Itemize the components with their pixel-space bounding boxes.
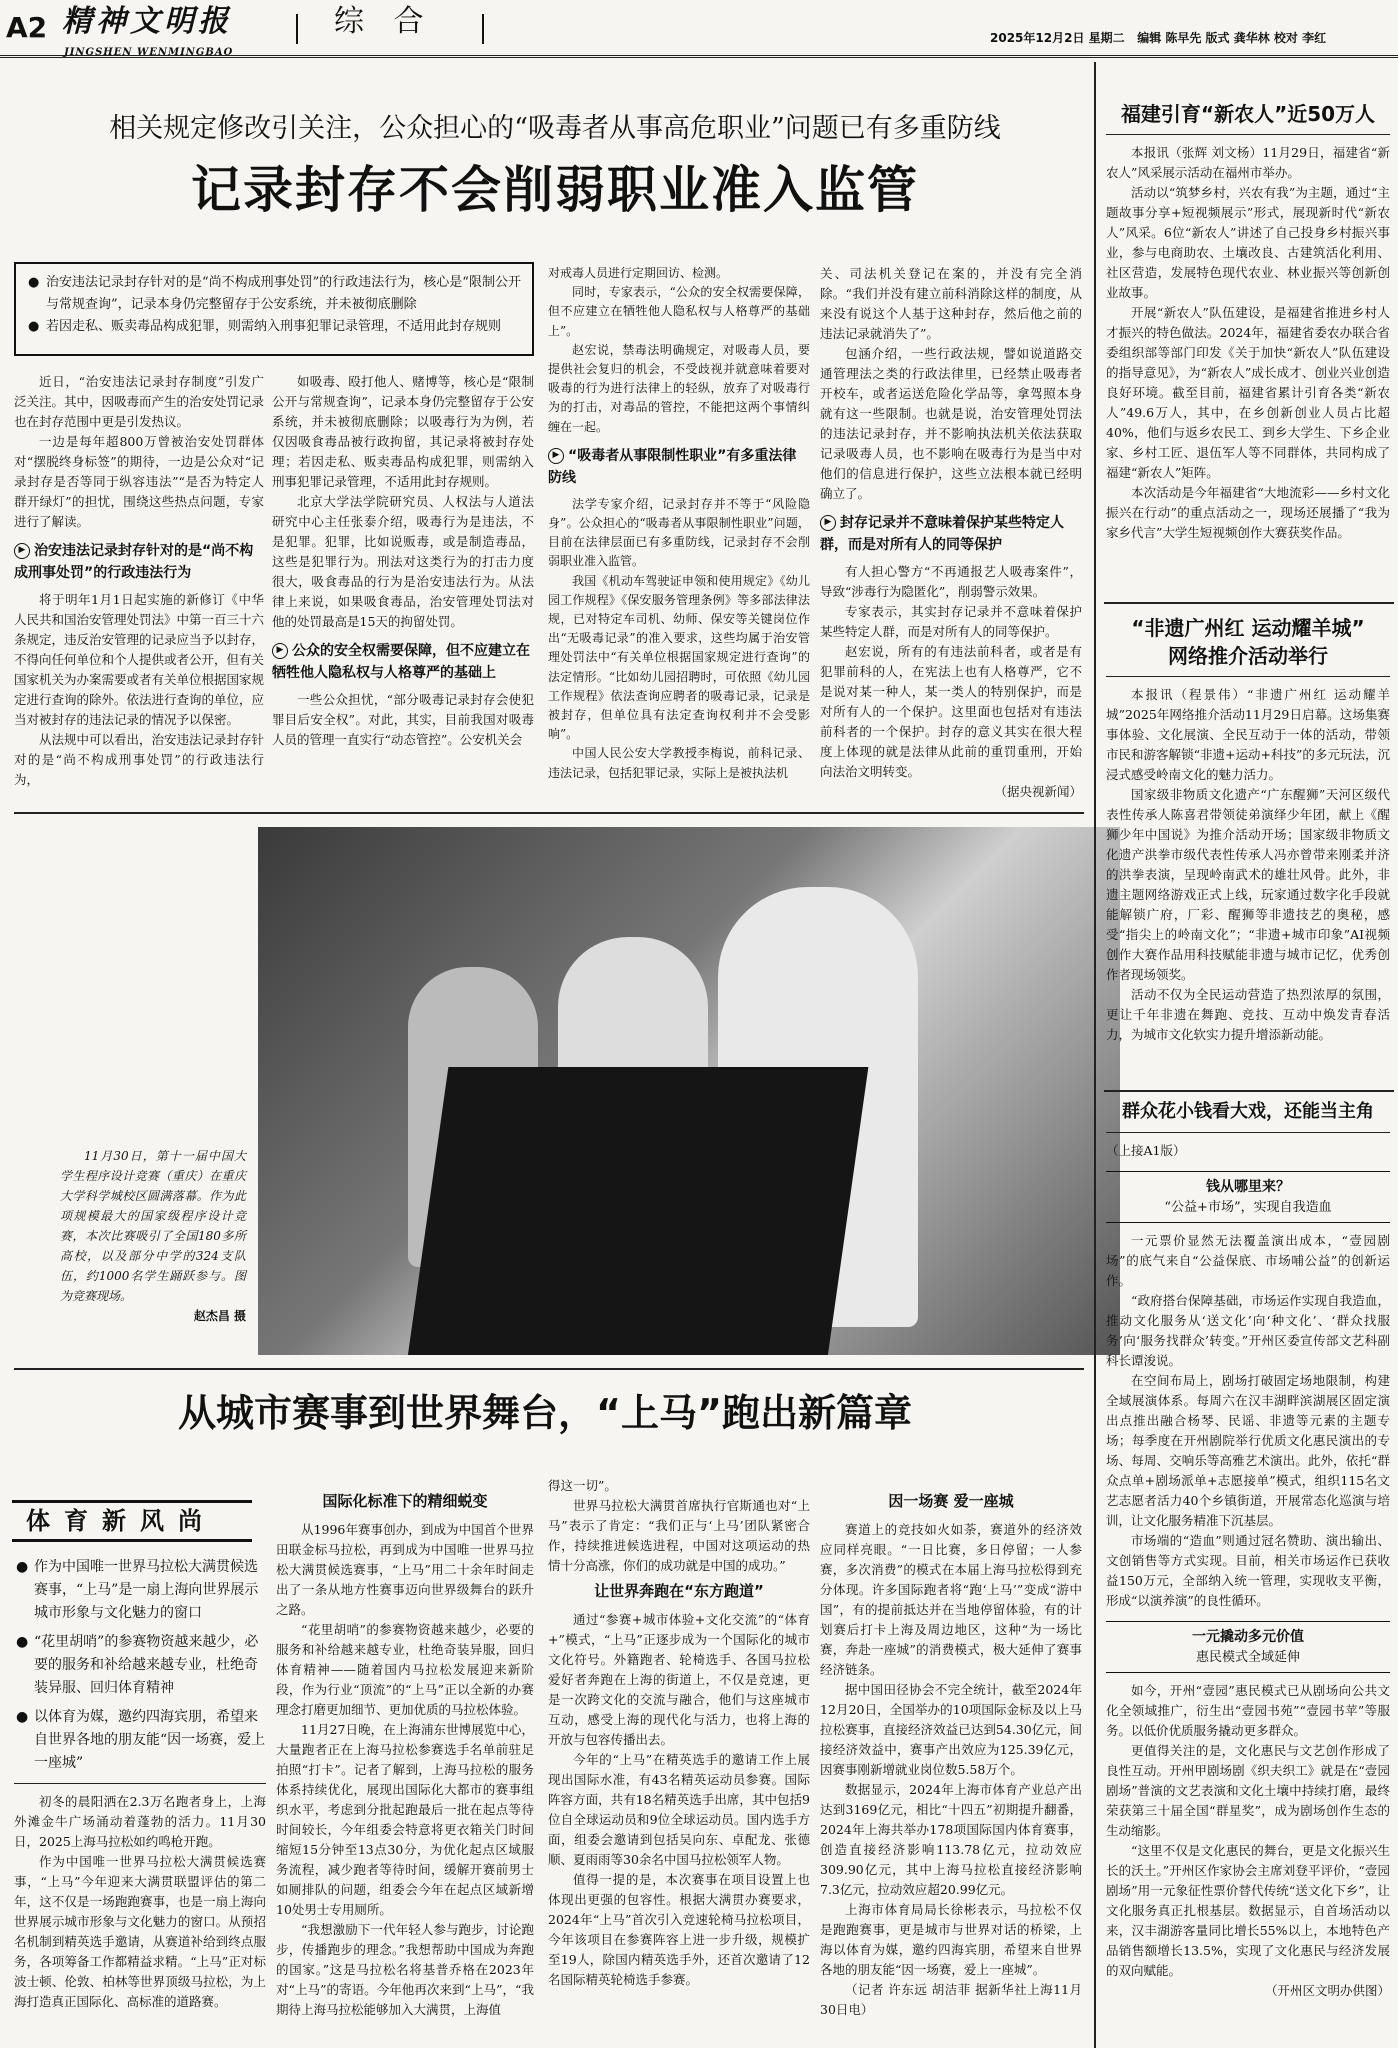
subsection-heading xyxy=(1106,1171,1390,1223)
paragraph: 一边是每年超800万曾被治安处罚群体对“摆脱终身标签”的期待，一边是公众对“记录封存是否等同于纵容违法”“是否为特定人群开绿灯”的担忧，围绕这些热点问题，专家进行了解读。 xyxy=(14,434,264,529)
sports-headline: 从城市赛事到世界舞台，“上马”跑出新篇章 xyxy=(178,1391,912,1435)
article-title: 群众花小钱看大戏，还能当主角 xyxy=(1122,1101,1374,1122)
paragraph: 数据显示，2024年上海市体育产业总产出达到3169亿元，相比“十四五”初期提升翻番，2024年上海共举办178项国际国内体育赛事，创造直接经济影响113.78亿元，拉动效应309.90亿元，其中上海马拉松直接经济影响7.3亿元，拉动效应超20.99亿元。 xyxy=(820,1782,1082,1897)
paragraph: 近日，“治安违法记录封存制度”引发广泛关注。其中，因吸毒而产生的治安处罚记录也在封存范围中更是引发热议。 xyxy=(14,374,265,429)
paragraph: 上海市体育局局长徐彬表示，马拉松不仅是跑跑赛事，更是城市与世界对话的桥梁，上海以体育为媒，邀约四海宾朋，希望来自世界各地的朋友能“因一场赛，爱上一座城”。 xyxy=(820,1902,1082,1977)
sports-col-1 xyxy=(14,1792,266,2012)
subhead: ▶ 治安违法记录封存针对的是“尚不构成刑事处罚”的行政违法行为 xyxy=(14,543,254,581)
divider xyxy=(1104,602,1394,604)
paragraph: 11月27日晚，在上海浦东世博展览中心，大量跑者正在上海马拉松参赛选手名单前驻足拍照“打卡”。记者了解到，上海马拉松的服务体系持续优化，展现出国际化大都市的赛事组织水平，考虑到分批起跑最后一批在起点等待时间较长，今年组委会特意将更衣箱关门时间缩短15分钟至13点30分，为优化起点区域服务流程，减少跑者等待时间，缓解开赛前男士如厕排队的问题，组委会今年在起点区域新增10处男士专用厕所。 xyxy=(276,1722,534,1917)
right-article-2 xyxy=(1106,614,1390,1045)
column-heading: 国际化标准下的精细蜕变 xyxy=(322,1492,488,1510)
newspaper-logo: 精神文明报 xyxy=(62,4,232,39)
sports-col-2 xyxy=(276,1486,534,2020)
paragraph: 有人担心警方“不再通报艺人吸毒案件”，导致“涉毒行为隐匿化”，削弱警示效果。 xyxy=(820,564,1082,599)
page-number: A2 xyxy=(6,11,48,44)
paragraph: 值得一提的是，本次赛事在项目设置上也体现出更强的包容性。根据大满贯办赛要求，2024年“上马”首次引入竞速轮椅马拉松项目，今年该项目在参赛阵容上进一步升级，规模扩至19人，除国内精英选手外，还首次邀请了12名国际精英轮椅选手参赛。 xyxy=(548,1872,810,1987)
subhead: ▶ “吸毒者从事限制性职业”有多重法律防线 xyxy=(548,447,797,486)
divider xyxy=(1106,1132,1390,1133)
subhead: ▶ 封存记录并不意味着保护某些特定人群，而是对所有人的同等保护 xyxy=(820,515,1064,553)
paragraph: 对戒毒人员进行定期回访、检测。 xyxy=(548,266,729,280)
paragraph: 本报讯（张辉 刘文杨）11月29日，福建省“新农人”风采展示活动在福州市举办。 xyxy=(1106,145,1390,180)
subsection-title: 一元撬动多元价值 xyxy=(1192,1629,1304,1645)
subsection-title: 钱从哪里来？ xyxy=(1206,1179,1290,1195)
summary-item: ● 治安违法记录封存针对的是“尚不构成刑事处罚”的行政违法行为，核心是“限制公开与常规查询”，记录本身仍完整留存于公安系统，并未被彻底删除 xyxy=(26,272,522,316)
paragraph: 北京大学法学院研究员、人权法与人道法研究中心主任张泰介绍，吸毒行为是违法，不是犯罪。犯罪，比如说贩毒，或是制造毒品，这些是犯罪行为。刑法对这类行为的打击力度很大，吸食毒品的行为是治安违法行为。从法律上来说，如果吸食毒品，治安管理处罚法对他的处罚最高是15天的拘留处罚。 xyxy=(272,494,534,629)
column-rule xyxy=(1094,62,1096,2048)
paragraph: 作为中国唯一世界马拉松大满贯候选赛事，“上马”今年迎来大满贯联盟评估的第二年，这不仅是一场跑跑赛事，也是一扇上海向世界展示城市形象与文化魅力的窗口。从预招名机制到精英选手邀请，从赛道补给到终点服务，各项筹备工作都精益求精。“上马”正对标波士顿、伦敦、柏林等世界顶级马拉松，为上海打造真正国际化、高标准的道路赛。 xyxy=(14,1854,266,2009)
paragraph: 本报讯（程景伟）“非遗广州红 运动耀羊城”2025年网络推介活动11月29日启幕。这场集赛事体验、文化展演、全民互动于一体的活动，带领市民和游客解锁“非遗+运动+科技”的多元玩法，沉浸式感受岭南文化的魅力活力。 xyxy=(1106,687,1390,782)
source-credit: （据央视新闻） xyxy=(994,784,1082,799)
paragraph: 更值得关注的是，文化惠民与文艺创作形成了良性互动。开州甲剧场剧《织夫织工》就是在“壹园剧场”普演的文艺表演和文化土壤中持续打磨，最终荣获第三十届全国“群星奖”，成为剧场创作生态的生动缩影。 xyxy=(1106,1743,1390,1838)
paragraph: 市场端的“造血”则通过冠名赞助、演出输出、文创销售等方式实现。目前，相关市场运作已获收益150万元，全部纳入统一管理，实现收支平衡，形成“以演养演”的良性循环。 xyxy=(1106,1533,1390,1608)
paragraph: 据中国田径协会不完全统计，截至2024年12月20日，全国举办的10项国际金标及以上马拉松赛事，直接经济效益已达到54.30亿元，间接经济效益中，赛事产出效应为125.39亿元，因赛事刚新增就业岗位数5.58万个。 xyxy=(820,1682,1082,1777)
paragraph: 初冬的晨阳洒在2.3万名跑者身上，上海外滩金牛广场涌动着蓬勃的活力。11月30日，2025上海马拉松如约鸣枪开跑。 xyxy=(14,1794,266,1849)
divider xyxy=(14,1368,1084,1370)
play-arrow-icon: ▶ xyxy=(548,448,564,464)
paragraph: 今年的“上马”在精英选手的邀请工作上展现出国际水准，有43名精英运动员参赛。国际阵容方面，共有18名精英选手出席，其中包括9位自全球运动员和9位全球运动员。国内选手方面，组委会邀请到包括吴向东、卓配龙、张德顺、夏雨雨等30余名中国马拉松领军人物。 xyxy=(548,1752,810,1867)
column-heading: 因一场赛 爱一座城 xyxy=(888,1492,1014,1510)
byline: （记者 许东远 胡洁菲 据新华社上海11月30日电） xyxy=(820,1982,1082,2017)
sports-col-3 xyxy=(548,1476,810,1990)
news-photo xyxy=(258,827,1120,1355)
paragraph: 得这一切”。 xyxy=(548,1478,617,1493)
summary-box xyxy=(14,262,534,356)
main-kicker: 相关规定修改引关注，公众担心的“吸毒者从事高危职业”问题已有多重防线 xyxy=(109,113,1001,144)
column-heading: 让世界奔跑在“东方跑道” xyxy=(594,1582,764,1600)
article-title: 福建引育“新农人”近50万人 xyxy=(1120,102,1376,126)
issue-meta xyxy=(990,28,1326,48)
play-arrow-icon: ▶ xyxy=(14,543,30,559)
subsection-heading xyxy=(1106,1621,1390,1673)
divider xyxy=(1106,676,1390,677)
issue-date: 2025年12月2日 星期二 xyxy=(990,31,1125,45)
paragraph: 如今，开州“壹园”惠民模式已从剧场向公共文化全领域推广，衍生出“壹园书苑”“壹园书苹”等服务。以低价优质服务撬动更多群众。 xyxy=(1106,1683,1390,1738)
paragraph: 中国人民公安大学教授李梅说，前科记录、违法记录，包括犯罪记录，实际上是被执法机 xyxy=(548,746,810,780)
paragraph: 国家级非物质文化遗产“广东醒狮”天河区级代表性传承人陈喜君带领徒弟演绎少年团，献上《醒狮少年中国说》为推介活动开场；国家级非物质文化遗产洪拳市级代表性传承人冯亦曾带来刚柔并济的洪拳表演，呈现岭南武术的雄壮风骨。此外，非遗主题网络游戏正式上线，玩家通过数字化手段就能解锁广府，厂彩、醒狮等非遗技艺的奥秘，感受“指尖上的岭南文化”；“非遗+城市印象”AI视频创作大赛作品用科技赋能非遗与城市记忆，优秀创作者现场领奖。 xyxy=(1106,787,1390,982)
paragraph: 从法规中可以看出，治安违法记录封存针对的是“尚不构成刑事处罚”的行政违法行为， xyxy=(14,732,265,787)
summary-list xyxy=(26,272,522,338)
newspaper-logo-en: JINGSHEN WENMINGBAO xyxy=(64,47,234,58)
sports-bullet: ● 作为中国唯一世界马拉松大满贯候选赛事，“上马”是一扇上海向世界展示城市形象与文化魅力的窗口 xyxy=(14,1556,266,1625)
paragraph: 活动不仅为全民运动营造了热烈浓厚的氛围，更让千年非遗在舞跑、竞技、互动中焕发青春活力，为城市文化软实力提升增添新动能。 xyxy=(1106,987,1390,1042)
paragraph: 法学专家介绍，记录封存并不等于“风险隐身”。公众担心的“吸毒者从事限制性职业”问题，目前在法律层面已有多重防线，记录封存不会削弱职业准入监管。 xyxy=(548,496,810,569)
paragraph: “这里不仅是文化惠民的舞台，更是文化振兴生长的沃土。”开州区作家协会主席刘登平评价，“壹园剧场”用一元象征性票价替代传统“送文化下乡”，让文化服务真正扎根基层。数据显示，自首场活动以来，汉丰湖游客量同比增长55%以上，本地特色产品销售额增长13.5%，实现了文化惠民与经济发展的双向赋能。 xyxy=(1106,1843,1390,1978)
paragraph: 包涵介绍，一些行政法规，譬如说道路交通管理法之类的行政法律里，已经禁止吸毒者开校车，或者运送危险化学品等，拿驾照本身就有这一些限制。也就是说，治安管理处罚法的违法记录封存，并不影响执法机关依法获取记录吸毒人员，也不影响在吸毒行为是当中对他们的信息进行保护，这些立法根本就已经明确立了。 xyxy=(820,346,1082,501)
paragraph: 将于明年1月1日起实施的新修订《中华人民共和国治安管理处罚法》中第一百三十六条规定，违反治安管理的记录应当予以封存，不得向任何单位和个人提供或者公开，但有关国家机关为办案需要或者有关单位根据国家规定进行查询的除外。依法进行查询的单位，应当对被封存的违法记录的情况予以保密。 xyxy=(14,592,265,727)
divider xyxy=(296,14,298,44)
main-headline: 记录封存不会削弱职业准入监管 xyxy=(191,161,919,219)
subhead: ▶ 公众的安全权需要保障，但不应建立在牺牲他人隐私权与人格尊严的基础上 xyxy=(272,643,530,681)
paragraph: 一些公众担忧，“部分吸毒记录封存会使犯罪目后安全权”。对此，其实，目前我国对吸毒人员的管理一直实行“动态管控”。公安机关会 xyxy=(272,692,534,747)
paragraph: “我想激励下一代年轻人参与跑步，讨论跑步，传播跑步的理念。”我想帮助中国成为奔跑的国家。”这是马拉松名将基普乔格在2023年对“上马”的寄语。今年他再次来到“上马”，“我期待上海马拉松能够加入大满贯，上海值 xyxy=(276,1922,534,2017)
article-title: “非遗广州红 运动耀羊城” 网络推介活动举行 xyxy=(1131,616,1365,668)
masthead xyxy=(0,0,1398,58)
divider xyxy=(14,812,1084,814)
main-col-3 xyxy=(548,264,810,783)
paragraph: 通过“参赛+城市体验+文化交流”的“体育+”模式，“上马”正逐步成为一个国际化的城市文化符号。外籍跑者、轮椅选手、各国马拉松爱好者奔跑在上海的街道上，不仅是竞速，更是一次跨文化的交流与融合，他们与这座城市互动，感受上海的现代化与活力，也将上海的开放与包容传播出去。 xyxy=(548,1612,810,1747)
source-credit: （开州区文明办供图） xyxy=(1264,1983,1390,1998)
paragraph: “政府搭台保障基础，市场运作实现自我造血，推动文化服务从‘送文化’向‘种文化’、‘群众找服务’向‘服务找群众’转变。”开州区委宣传部文艺科副科长谭浚说。 xyxy=(1106,1293,1390,1368)
sports-bullet: ● “花里胡哨”的参赛物资越来越少，必要的服务和补给越来越专业，杜绝奇装异服、回归体育精神 xyxy=(14,1631,266,1700)
right-article-1 xyxy=(1106,100,1390,543)
paragraph: 活动以“筑梦乡村，兴农有我”为主题，通过“主题故事分享+短视频展示”形式，展现新时代“新农人”风采。6位“新农人”讲述了自己投身乡村振兴事业，参与电商助农、土壤改良、古建筑活化利用、社区营造，发展特色现代农业、林业振兴等创新创业故事。 xyxy=(1106,185,1390,300)
divider xyxy=(1104,1090,1394,1092)
paragraph: 在空间布局上，剧场打破固定场地限制，构建全域展演体系。每周六在汉丰湖畔滨湖展区固定演出点推出融合杨琴、民谣、非遗等元素的主题专场；每季度在开州剧院举行优质文化惠民演出的专场、每周、交响乐等高雅艺术演出。此外，依托“群众点单+剧场派单+志愿接单”模式，组织115名文艺志愿者活力40个乡镇街道，开展常态化巡演与培训，让文化服务精准下沉基层。 xyxy=(1106,1373,1390,1528)
paragraph: 我国《机动车驾驶证申领和使用规定》《幼儿园工作规程》《保安服务管理条例》等多部法律法规，已对特定车司机、幼师、保安等关键岗位作出“无吸毒记录”的准入要求，这些均属于治安管理处罚法中“有关单位根据国家规定进行查询”的法定情形。“比如幼儿园招聘时，可依照《幼儿园工作规程》依法查询应聘者的吸毒记录，记录是被封存，但单位具有法定查询权利并不会受影响”。 xyxy=(548,573,810,742)
paragraph: 专家表示，其实封存记录并不意味着保护某些特定人群，而是对所有人的同等保护。 xyxy=(820,604,1082,639)
paragraph: 赛道上的竞技如火如荼，赛道外的经济效应同样亮眼。“一日比赛，多日停留；一人参赛，多次消费”的模式在本届上海马拉松得到充分体现。许多国际跑者将“跑‘上马’”变成“游中国”，有的提前抵达并在当地停留体验，有的计划赛后打卡上海及周边地区，这种“为一场比赛，奔赴一座城”的消费模式，极大延伸了赛事经济链条。 xyxy=(820,1522,1082,1677)
paragraph: 本次活动是今年福建省“大地流彩——乡村文化振兴在行动”的重点活动之一，现场还展播了“我为家乡代言”大学生短视频创作大赛获奖作品。 xyxy=(1106,485,1390,540)
paragraph: 开展“新农人”队伍建设，是福建省推进乡村人才振兴的特色做法。2024年，福建省委农办联合省委组织部等部门印发《关于加快“新农人”队伍建设的指导意见》，为“新农人”成长成才、创业兴业创造良好环境。截至目前，福建省累计引育各类“新农人”49.6万人，其中，在乡创新创业人员占比超40%，他们与返乡农民工、到乡大学生、下乡企业家、乡村工匠、退伍军人等不同群体，共同构成了福建“新农人”矩阵。 xyxy=(1106,305,1390,480)
continued-from: （上接A1版） xyxy=(1106,1143,1186,1158)
section-name: 综 合 xyxy=(334,4,434,39)
paragraph: 世界马拉松大满贯首席执行官斯通也对“上马”表示了肯定：“我们正与‘上马’团队紧密合作，持续推进候选进程，中国对这项运动的热情十分高涨，你们的成功就是中国的成功。” xyxy=(548,1498,810,1573)
photo-credit: 赵杰昌 摄 xyxy=(193,1309,246,1323)
sports-bullet: ● 以体育为媒，邀约四海宾朋，希望来自世界各地的朋友能“因一场赛，爱上一座城” xyxy=(14,1706,266,1775)
sports-bullet-list xyxy=(14,1556,266,1775)
sports-summary xyxy=(14,1556,266,2012)
sports-col-4 xyxy=(820,1486,1082,2020)
paragraph: 关、司法机关登记在案的，并没有完全消除。“我们并没有建立前科消除这样的制度，从来没有说这个人基于这种封存，然后他之前的违法记录就消失了”。 xyxy=(820,266,1082,341)
subsection-subtitle: “公益+市场”，实现自我造血 xyxy=(1164,1200,1332,1215)
main-col-2 xyxy=(272,372,534,750)
photo-caption: 11月30日，第十一届中国大学生程序设计竞赛（重庆）在重庆大学科学城校区圆满落幕。作为此项规模最大的国家级程序设计竞赛，本次比赛吸引了全国180多所高校，以及部分中学的324支队伍，约1000名学生踊跃参与。图为竞赛现场。 xyxy=(60,1149,246,1303)
paragraph: 如吸毒、殴打他人、赌博等，核心是“限制公开与常规查询”，记录本身仍完整留存于公安系统，并未被彻底删除；以吸毒行为为例，若仅因吸食毒品被行政拘留，其记录将被封存处理；若因走私、贩卖毒品构成犯罪，则需纳入刑事犯罪记录管理，不适用此封存规则。 xyxy=(272,374,534,489)
main-col-4 xyxy=(820,264,1082,802)
play-arrow-icon: ▶ xyxy=(272,643,288,659)
paragraph: 同时，专家表示，“公众的安全权需要保障，但不应建立在牺牲他人隐私权与人格尊严的基础上”。 xyxy=(548,285,810,338)
paragraph: 赵宏说，禁毒法明确规定，对吸毒人员，要提供社会复归的机会，不受歧视并就意味着要对吸毒的行为进行法律上的轻纵，放弃了对吸毒行为的打击，对毒品的管控，不能把这两个事情纠缠在一起。 xyxy=(548,342,810,434)
column-tag: 体育新风尚 xyxy=(12,1500,252,1542)
photo-caption-block xyxy=(60,1146,246,1326)
paragraph: “花里胡哨”的参赛物资越来越少，必要的服务和补给越来越专业，杜绝奇装异服，回归体育精神——随着国内马拉松发展迎来新阶段，作为行业“顶流”的“上马”正以全新的办赛理念打磨更加细节、更加优质的马拉松体验。 xyxy=(276,1622,534,1717)
divider xyxy=(14,1783,266,1784)
photo-monitor xyxy=(408,1067,869,1355)
subsection-subtitle: 惠民模式全域延伸 xyxy=(1195,1650,1300,1665)
play-arrow-icon: ▶ xyxy=(820,515,836,531)
main-col-1 xyxy=(14,372,264,790)
paragraph: 赵宏说，所有的有违法前科者，或者是有犯罪前科的人，在宪法上也有人格尊严，它不是说对某一种人，某一类人的特别保护，而是对所有人的一个保护。这里面也包括对有违法前科者的一个保护。封存的意义其实在很大程度上体现的就是法律从此前的重罚重刑，开始向法治文明转变。 xyxy=(820,644,1082,779)
right-article-3 xyxy=(1106,1098,1390,2001)
summary-item: ● 若因走私、贩卖毒品构成犯罪，则需纳入刑事犯罪记录管理，不适用此封存规则 xyxy=(26,316,522,338)
paragraph: 从1996年赛事创办，到成为中国首个世界田联金标马拉松，再到成为中国唯一世界马拉松大满贯候选赛事，“上马”用二十余年时间走出了一条从地方性赛事迈向世界级舞台的跃升之路。 xyxy=(276,1522,534,1617)
paragraph: 一元票价显然无法覆盖演出成本，“壹园剧场”的底气来自“公益保底、市场哺公益”的创新运作。 xyxy=(1106,1233,1390,1288)
divider xyxy=(482,14,484,44)
editor-credits: 编辑 陈早先 版式 龚华林 校对 李红 xyxy=(1137,31,1327,45)
divider xyxy=(1106,134,1390,135)
